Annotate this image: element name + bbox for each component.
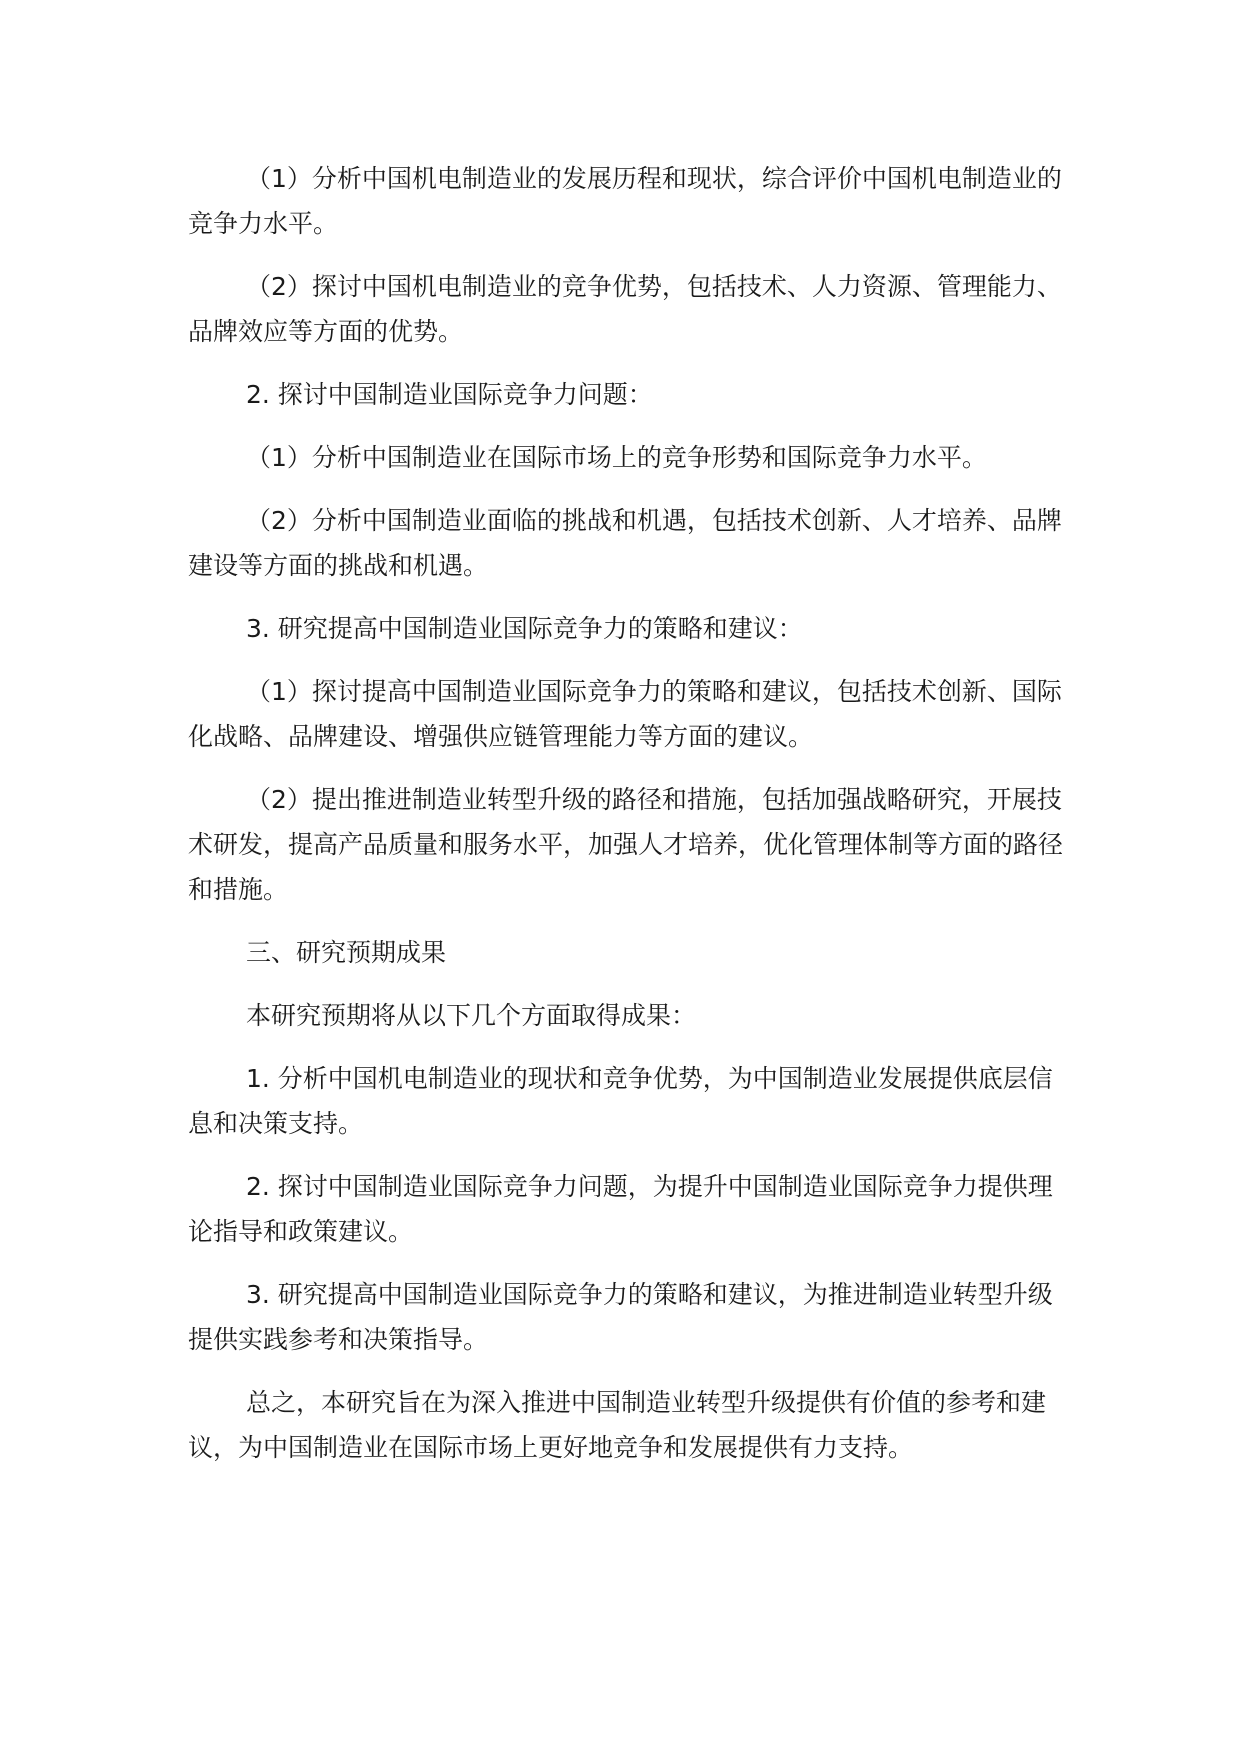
- paragraph-2-2-challenges: （2）分析中国制造业面临的挑战和机遇，包括技术创新、人才培养、品牌建设等方面的挑战和机遇。: [188, 506, 1062, 580]
- paragraph-result-2: 2. 探讨中国制造业国际竞争力问题，为提升中国制造业国际竞争力提供理论指导和政策建议。: [188, 1172, 1053, 1246]
- paragraph-1-2-advantages: （2）探讨中国机电制造业的竞争优势，包括技术、人力资源、管理能力、品牌效应等方面的优势。: [188, 272, 1062, 346]
- paragraph-result-3: 3. 研究提高中国制造业国际竞争力的策略和建议，为推进制造业转型升级提供实践参考和决策指导。: [188, 1280, 1053, 1354]
- paragraph-results-intro: 本研究预期将从以下几个方面取得成果：: [246, 1001, 697, 1030]
- paragraph-3-heading: 3. 研究提高中国制造业国际竞争力的策略和建议：: [246, 614, 803, 643]
- paragraph-3-1-strategies: （1）探讨提高中国制造业国际竞争力的策略和建议，包括技术创新、国际化战略、品牌建设、增强供应链管理能力等方面的建议。: [188, 677, 1062, 751]
- section-heading-expected-results: 三、研究预期成果: [246, 938, 447, 967]
- paragraph-conclusion: 总之，本研究旨在为深入推进中国制造业转型升级提供有价值的参考和建议，为中国制造业在国际市场上更好地竞争和发展提供有力支持。: [188, 1388, 1047, 1462]
- paragraph-3-2-measures: （2）提出推进制造业转型升级的路径和措施，包括加强战略研究，开展技术研发，提高产品质量和服务水平，加强人才培养，优化管理体制等方面的路径和措施。: [188, 785, 1064, 904]
- paragraph-result-1: 1. 分析中国机电制造业的现状和竞争优势，为中国制造业发展提供底层信息和决策支持。: [188, 1064, 1053, 1138]
- paragraph-2-1-situation: （1）分析中国制造业在国际市场上的竞争形势和国际竞争力水平。: [246, 443, 987, 472]
- paragraph-2-heading: 2. 探讨中国制造业国际竞争力问题：: [246, 380, 653, 409]
- document-body: [188, 156, 1068, 1488]
- paragraph-1-1-analysis: （1）分析中国机电制造业的发展历程和现状，综合评价中国机电制造业的竞争力水平。: [188, 164, 1062, 238]
